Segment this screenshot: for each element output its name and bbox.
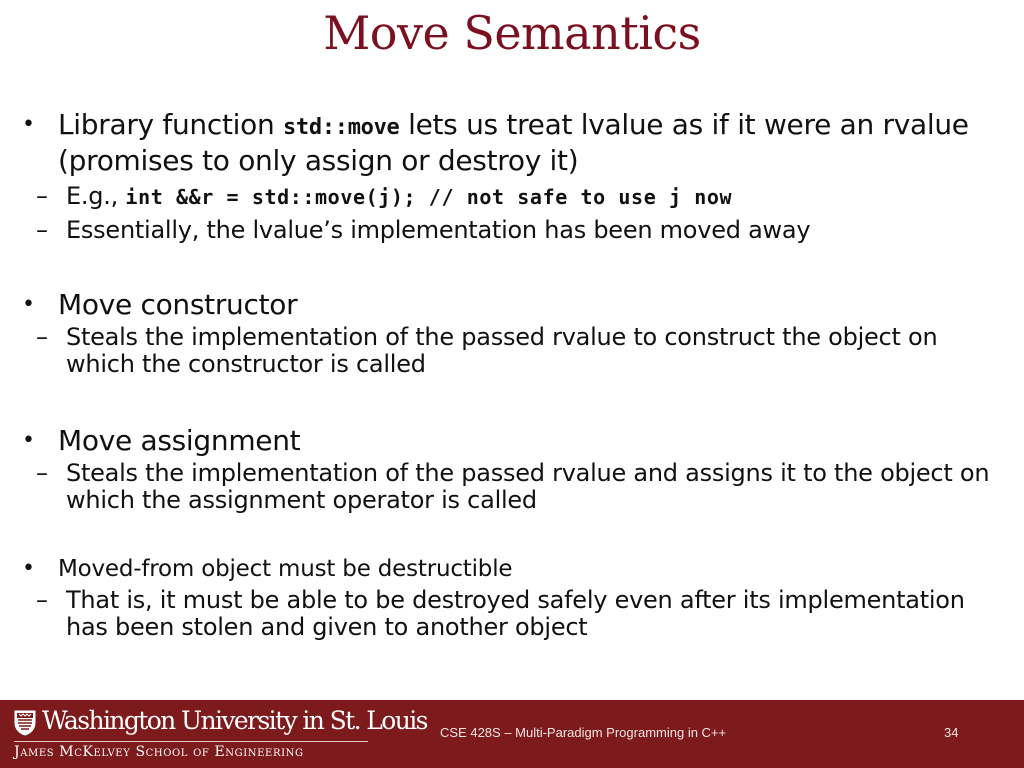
sub-list: [22, 324, 1012, 378]
sub-list: [22, 460, 1012, 514]
bullet-text-post: lets us treat lvalue as if it were an rvalue (promises to only assign or destroy it): [58, 108, 969, 177]
sub-item-steals-construct: [22, 324, 1012, 378]
dash-marker: –: [36, 182, 48, 210]
bullet-moved-from: [22, 554, 1012, 584]
sub-text: That is, it must be able to be destroyed safely even after its implementation has been stolen and given to another object: [66, 586, 965, 641]
bullet-text: Move constructor: [58, 288, 298, 321]
footer-bar: [0, 700, 1024, 768]
dash-marker: –: [36, 323, 48, 351]
dash-marker: –: [36, 586, 48, 614]
bullet-std-move: [22, 108, 1012, 177]
dash-marker: –: [36, 216, 48, 244]
logo-divider: [14, 741, 368, 742]
bullet-move-constructor: [22, 288, 1012, 321]
sub-code: int &&r = std::move(j); // not safe to use j now: [125, 185, 733, 209]
slide-content: [22, 108, 1012, 641]
slide-title: Move Semantics: [323, 6, 701, 60]
dash-marker: –: [36, 459, 48, 487]
sub-item-example: [22, 183, 1012, 211]
bullet-text: Move assignment: [58, 424, 301, 457]
sub-item-essentially: [22, 217, 1012, 244]
sub-list: [22, 587, 1012, 641]
bullet-marker: •: [22, 556, 35, 581]
sub-text: Essentially, the lvalue’s implementation has been moved away: [66, 216, 811, 244]
bullet-marker: •: [22, 112, 35, 137]
spacer: [22, 244, 1012, 288]
sub-item-steals-assign: [22, 460, 1012, 514]
spacer: [22, 514, 1012, 554]
bullet-marker: •: [22, 428, 35, 453]
spacer: [22, 378, 1012, 424]
sub-text: Steals the implementation of the passed rvalue and assigns it to the object on which the assignment operator is called: [66, 459, 990, 514]
university-shield-icon: [14, 710, 36, 736]
bullet-text: Moved-from object must be destructible: [58, 556, 513, 582]
bullet-marker: •: [22, 292, 35, 317]
bullet-code: std::move: [282, 115, 400, 140]
bullet-text-pre: Library function: [58, 108, 283, 141]
sub-list: [22, 183, 1012, 244]
logo-university-name: Washington University in St. Louis: [42, 706, 427, 735]
sub-text-pre: E.g.,: [66, 182, 126, 210]
footer-course-name: CSE 428S – Multi-Paradigm Programming in C++: [440, 725, 727, 740]
footer-page-number: 34: [944, 725, 959, 740]
logo-school-name: James McKelvey School of Engineering: [14, 744, 304, 760]
bullet-move-assignment: [22, 424, 1012, 457]
sub-item-that-is: [22, 587, 1012, 641]
university-logo: [14, 706, 427, 764]
sub-text: Steals the implementation of the passed rvalue to construct the object on which the constructor is called: [66, 323, 938, 378]
